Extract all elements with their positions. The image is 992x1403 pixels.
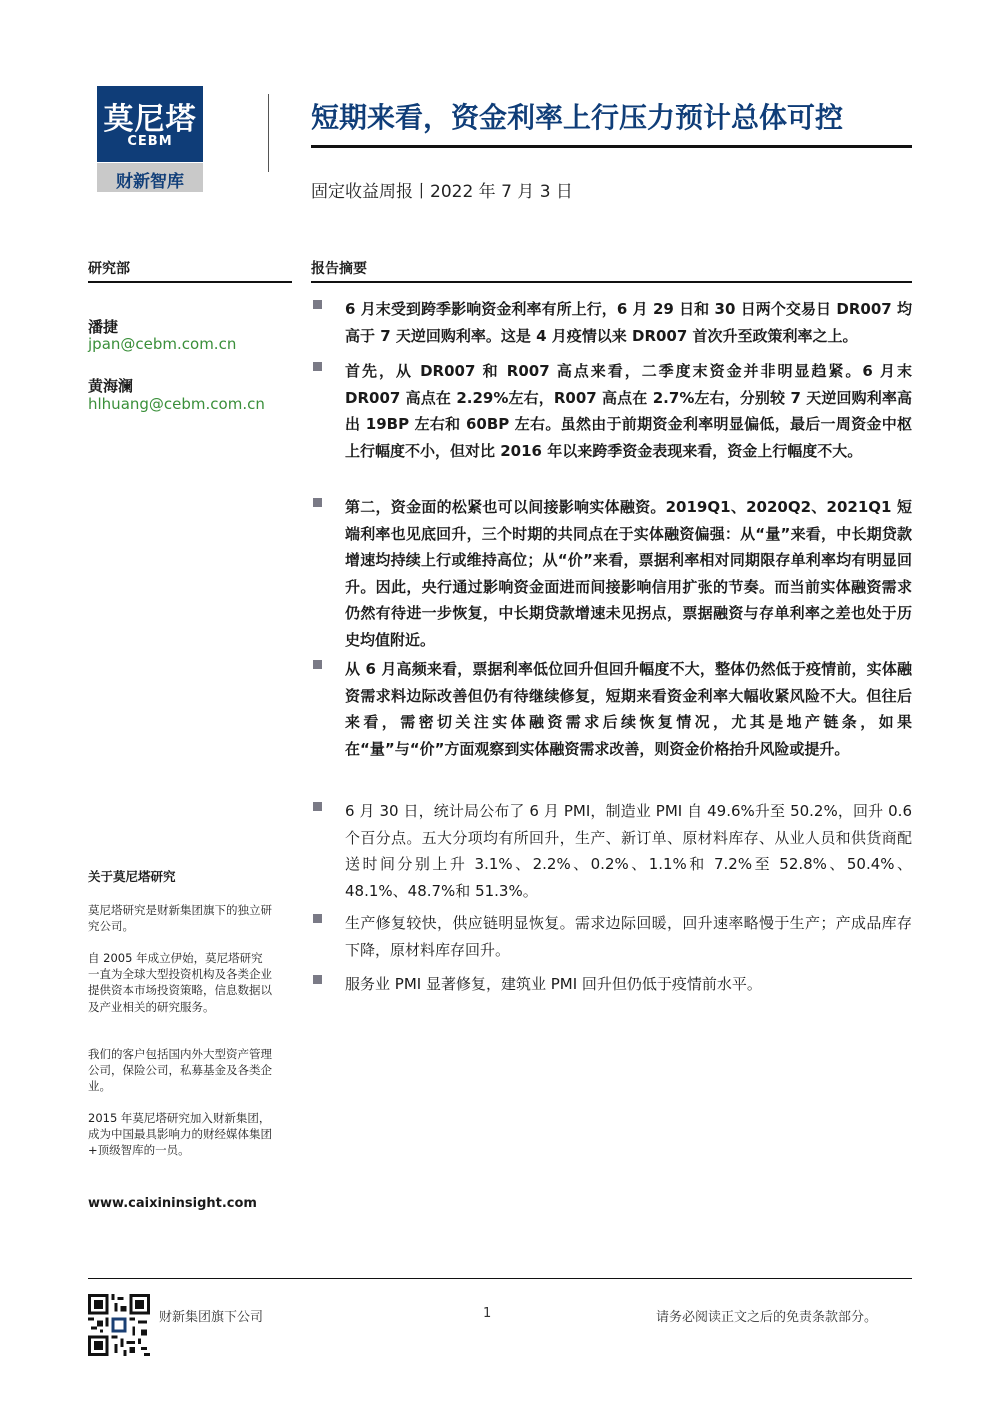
bullet-square-icon xyxy=(313,802,322,811)
report-subtitle: 固定收益周报丨2022 年 7 月 3 日 xyxy=(311,182,573,202)
bullet-text: 生产修复较快，供应链明显恢复。需求边际回暖，回升速率略慢于生产；产成品库存下降，原材料库存回升。 xyxy=(345,914,912,959)
website-link[interactable]: www.caixininsight.com xyxy=(88,1196,257,1211)
bullet-text: 服务业 PMI 显著修复，建筑业 PMI 回升但仍低于疫情前水平。 xyxy=(345,975,762,993)
footer-rule xyxy=(88,1278,912,1279)
logo-top-block xyxy=(97,86,203,162)
author-email[interactable]: jpan@cebm.com.cn xyxy=(88,335,237,353)
about-title: 关于莫尼塔研究 xyxy=(88,869,176,884)
bullet-square-icon xyxy=(313,300,322,309)
logo-bottom-block xyxy=(97,163,203,192)
about-paragraph: 我们的客户包括国内外大型资产管理公司，保险公司，私募基金及各类企业。 xyxy=(88,1047,272,1094)
bullet-square-icon xyxy=(313,914,322,923)
company-logo xyxy=(97,86,203,192)
bullet-square-icon xyxy=(313,660,322,669)
bullet-text: 6 月末受到跨季影响资金利率有所上行，6 月 29 日和 30 日两个交易日 DR007 均高于 7 天逆回购利率。这是 4 月疫情以来 DR007 首次升至政策利率之上。 xyxy=(345,300,912,345)
bullet-text: 首先，从 DR007 和 R007 高点来看，二季度末资金并非明显趋紧。6 月末 DR007 高点在 2.29%左右，R007 高点在 2.7%左右，分别较 7 天逆回购利率高出 19BP 左右和 60BP 左右。虽然由于前期资金利率明显偏低，最后一周资金中枢上行幅度不小，但对比 2016 年以来跨季资金表现来看，资金上行幅度不大。 xyxy=(345,362,912,460)
header-divider xyxy=(268,94,269,172)
author-email[interactable]: hlhuang@cebm.com.cn xyxy=(88,395,265,413)
about-paragraph: 2015 年莫尼塔研究加入财新集团，成为中国最具影响力的财经媒体集团+顶级智库的一员。 xyxy=(88,1111,272,1158)
author-name: 潘捷 xyxy=(88,318,119,336)
logo-name-en: CEBM xyxy=(127,134,173,149)
bullet-text: 从 6 月高频来看，票据利率低位回升但回升幅度不大，整体仍然低于疫情前，实体融资需求料边际改善但仍有待继续修复，短期来看资金利率大幅收紧风险不大。但往后来看，需密切关注实体融资需求后续恢复情况，尤其是地产链条，如果在“量”与“价”方面观察到实体融资需求改善，则资金价格抬升风险或提升。 xyxy=(345,660,912,758)
bullet-square-icon xyxy=(313,498,322,507)
qr-code-icon xyxy=(88,1294,150,1356)
footer-disclaimer: 请务必阅读正文之后的免责条款部分。 xyxy=(656,1310,878,1325)
title-rule xyxy=(311,145,912,148)
about-paragraph: 自 2005 年成立伊始，莫尼塔研究一直为全球大型投资机构及各类企业提供资本市场投资策略，信息数据以及产业相关的研究服务。 xyxy=(88,951,272,1014)
summary-heading: 报告摘要 xyxy=(311,261,367,277)
footer-company: 财新集团旗下公司 xyxy=(159,1310,264,1325)
page-number: 1 xyxy=(483,1306,492,1321)
logo-sub: 财新智库 xyxy=(116,172,184,192)
dept-rule xyxy=(88,281,292,283)
dept-heading: 研究部 xyxy=(88,261,130,277)
author-name: 黄海澜 xyxy=(88,377,134,395)
report-title: 短期来看，资金利率上行压力预计总体可控 xyxy=(311,101,844,134)
bullet-square-icon xyxy=(313,362,322,371)
summary-rule xyxy=(311,281,912,283)
bullet-text: 6 月 30 日，统计局公布了 6 月 PMI，制造业 PMI 自 49.6%升至 50.2%，回升 0.6 个百分点。五大分项均有所回升，生产、新订单、原材料库存、从业人员和供货商配送时间分别上升 3.1%、2.2%、0.2%、1.1%和 7.2%至 52.8%、50.4%、48.1%、48.7%和 51.3%。 xyxy=(345,802,912,900)
about-paragraph: 莫尼塔研究是财新集团旗下的独立研究公司。 xyxy=(88,903,272,934)
bullet-square-icon xyxy=(313,975,322,984)
logo-name-cn: 莫尼塔 xyxy=(103,102,197,137)
bullet-text: 第二，资金面的松紧也可以间接影响实体融资。2019Q1、2020Q2、2021Q1 短端利率也见底回升，三个时期的共同点在于实体融资偏强：从“量”来看，中长期贷款增速均持续上行或维持高位；从“价”来看，票据利率相对同期限存单利率均有明显回升。因此，央行通过影响资金面进而间接影响信用扩张的节奏。而当前实体融资需求仍然有待进一步恢复，中长期贷款增速未见拐点，票据融资与存单利率之差也处于历史均值附近。 xyxy=(345,498,912,649)
